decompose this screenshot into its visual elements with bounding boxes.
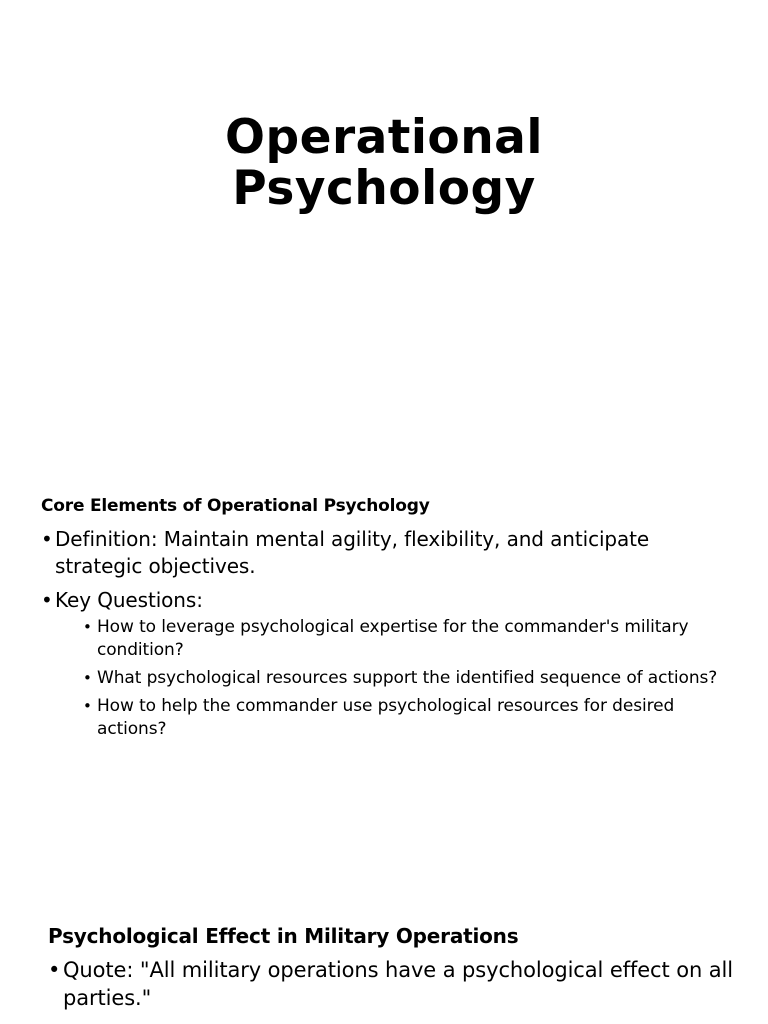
core-elements-section: [41, 494, 731, 748]
sub-list-item: [55, 695, 731, 741]
section-heading: Core Elements of Operational Psychology: [41, 496, 430, 516]
sub-list-item-text: How to leverage psychological expertise for the commander's military condition?: [97, 617, 689, 660]
bullet-icon: •: [41, 527, 53, 551]
page-title: [0, 112, 768, 214]
bullet-icon: •: [83, 669, 92, 687]
bullet-icon: •: [41, 588, 53, 612]
sub-list-item-text: What psychological resources support the identified sequence of actions?: [97, 668, 718, 688]
bullet-icon: •: [83, 618, 92, 636]
list-item-text: Quote: "All military operations have a psychological effect on all parties.": [63, 958, 733, 1010]
sub-list: [55, 616, 731, 741]
list-item-quote: [48, 956, 738, 1012]
psychological-effect-section: [48, 922, 738, 1019]
list-item-text: Key Questions:: [55, 588, 203, 612]
list-item-text: Definition: Maintain mental agility, flexibility, and anticipate strategic objectives.: [55, 527, 650, 578]
bullet-icon: •: [48, 958, 61, 982]
sub-list-item-text: How to help the commander use psychological resources for desired actions?: [97, 696, 675, 739]
list-item-definition: [41, 526, 731, 580]
sub-list-item: [55, 667, 731, 690]
sub-list-item: [55, 616, 731, 662]
bullet-icon: •: [83, 697, 92, 715]
list-item-key-questions: [41, 587, 731, 741]
title-line-2: Psychology: [232, 161, 536, 216]
section-heading: Psychological Effect in Military Operations: [48, 924, 519, 948]
title-line-1: Operational: [224, 110, 544, 165]
